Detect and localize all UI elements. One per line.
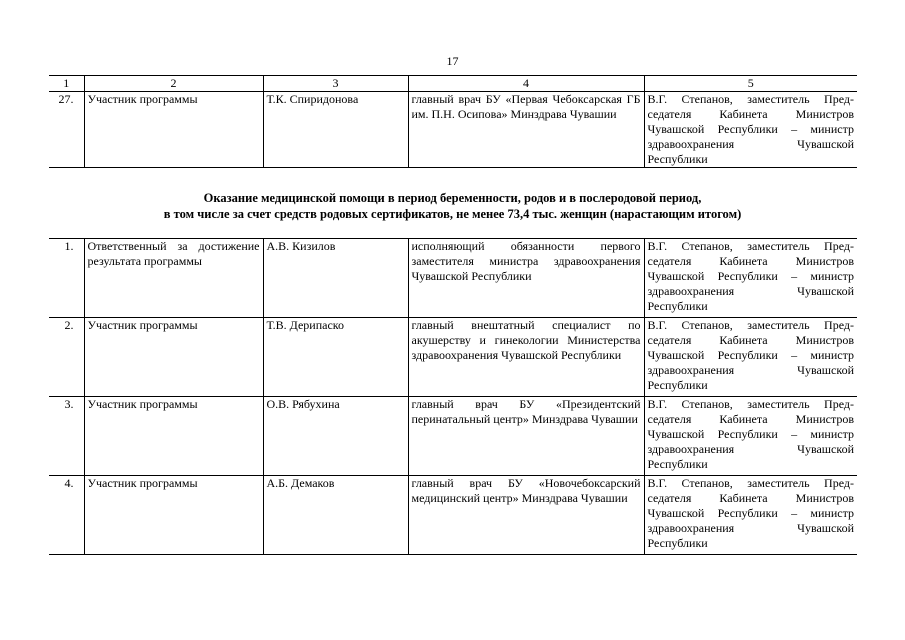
row-role: Участник программы xyxy=(84,476,263,555)
table-row xyxy=(49,476,857,555)
column-number-row xyxy=(49,76,857,92)
row-number: 2. xyxy=(49,318,84,397)
row-number: 4. xyxy=(49,476,84,555)
column-number: 1 xyxy=(49,76,84,92)
table-row xyxy=(49,318,857,397)
row-person: А.В. Кизилов xyxy=(263,239,408,318)
table-row xyxy=(49,239,857,318)
section-heading-line: Оказание медицинской помощи в период беременности, родов и в послеродовой период, xyxy=(203,191,702,205)
row-person: А.Б. Демаков xyxy=(263,476,408,555)
row-person: Т.В. Дерипаско xyxy=(263,318,408,397)
column-number: 3 xyxy=(263,76,408,92)
table-row xyxy=(49,92,857,168)
section-heading xyxy=(0,190,905,222)
row-position: главный врач БУ «Первая Чебоксарская ГБ им. П.Н. Осипова» Минздрава Чувашии xyxy=(408,92,644,168)
row-supervisor: В.Г. Степанов, заместитель Председателя Кабинета Министров Чувашской Республики – министр здравоохранения Чувашской Республики xyxy=(644,476,857,555)
row-role: Ответственный за достижение результата программы xyxy=(84,239,263,318)
row-role: Участник программы xyxy=(84,318,263,397)
responsibility-table-top xyxy=(49,75,857,168)
row-person: О.В. Рябухина xyxy=(263,397,408,476)
column-number: 4 xyxy=(408,76,644,92)
row-number: 27. xyxy=(49,92,84,168)
responsibility-table xyxy=(49,238,857,555)
row-person: Т.К. Спиридонова xyxy=(263,92,408,168)
row-position: главный внештатный специалист по акушерству и гинекологии Министерства здравоохранения Чувашской Республики xyxy=(408,318,644,397)
column-number: 5 xyxy=(644,76,857,92)
column-number: 2 xyxy=(84,76,263,92)
row-supervisor: В.Г. Степанов, заместитель Председателя Кабинета Министров Чувашской Республики – министр здравоохранения Чувашской Республики xyxy=(644,397,857,476)
row-position: главный врач БУ «Новочебоксарский медицинский центр» Минздрава Чувашии xyxy=(408,476,644,555)
row-role: Участник программы xyxy=(84,397,263,476)
section-heading-line: в том числе за счет средств родовых сертификатов, не менее 73,4 тыс. женщин (нарастающим итогом) xyxy=(163,207,742,221)
row-supervisor: В.Г. Степанов, заместитель Председателя Кабинета Министров Чувашской Республики – министр здравоохранения Чувашской Республики xyxy=(644,92,857,168)
row-supervisor: В.Г. Степанов, заместитель Председателя Кабинета Министров Чувашской Республики – министр здравоохранения Чувашской Республики xyxy=(644,239,857,318)
row-number: 3. xyxy=(49,397,84,476)
row-position: главный врач БУ «Президентский перинатальный центр» Минздрава Чувашии xyxy=(408,397,644,476)
table-row xyxy=(49,397,857,476)
row-supervisor: В.Г. Степанов, заместитель Председателя Кабинета Министров Чувашской Республики – министр здравоохранения Чувашской Республики xyxy=(644,318,857,397)
row-position: исполняющий обязанности первого заместителя министра здравоохранения Чувашской Республики xyxy=(408,239,644,318)
row-role: Участник программы xyxy=(84,92,263,168)
page-number: 17 xyxy=(446,54,459,68)
row-number: 1. xyxy=(49,239,84,318)
